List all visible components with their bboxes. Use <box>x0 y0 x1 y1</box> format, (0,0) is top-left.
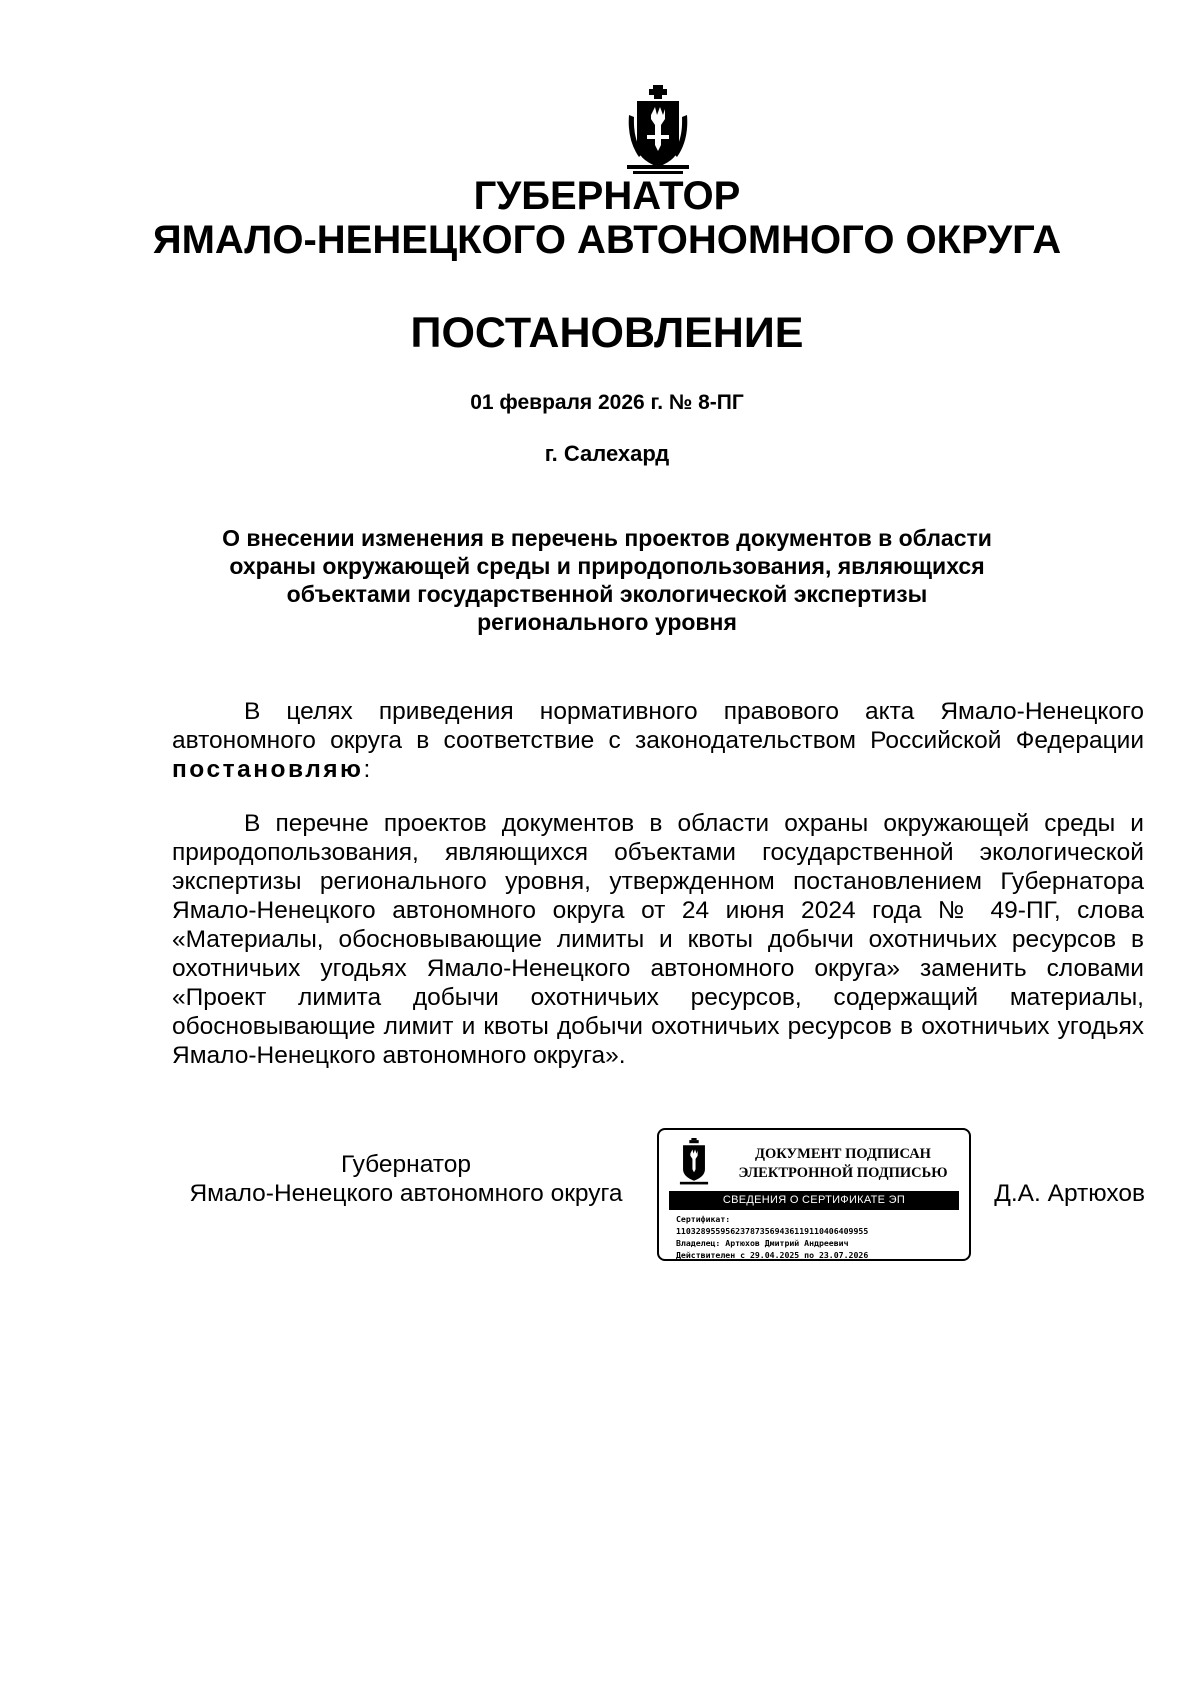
stamp-coat-of-arms-icon <box>676 1138 712 1186</box>
signatory-title-line2: Ямало-Ненецкого автономного округа <box>189 1180 623 1207</box>
body-paragraph-2 <box>172 809 1144 1070</box>
certificate-details <box>676 1213 961 1261</box>
coat-of-arms-icon <box>627 85 689 177</box>
certificate-number: 110328955956237873569436119110406409955 <box>676 1226 869 1236</box>
stamp-heading-line1: ДОКУМЕНТ ПОДПИСАН <box>755 1146 931 1162</box>
resolution-keyword: постановляю <box>172 756 364 783</box>
document-type: ПОСТАНОВЛЕНИЕ <box>410 309 804 357</box>
body-paragraph-1-text: В целях приведения нормативного правового акта Ямало-Ненецкого автономного округа в соответствие с законодательством Российской Федерации <box>172 698 1144 754</box>
signatory-title <box>172 1150 640 1208</box>
date-and-number: 01 февраля 2026 г. № 8-ПГ <box>470 391 744 414</box>
certificate-validity: Действителен с 29.04.2025 по 23.07.2026 <box>676 1250 869 1260</box>
certificate-label: Сертификат: <box>676 1214 731 1224</box>
stamp-heading-line2: ЭЛЕКТРОННОЙ ПОДПИСЬЮ <box>738 1165 948 1181</box>
electronic-signature-stamp <box>657 1128 971 1261</box>
body-paragraph-2-text: В перечне проектов документов в области охраны окружающей среды и природопользования, являющихся объектами государственной экологической экспертизы регионального уровня, утвержденном постановлением Губернатора Ямало-Ненецкого автономного округа от 24 июня 2024 года № 49-ПГ, слова «Материалы, обосновывающие лимиты и квоты добычи охотничьих ресурсов в охотничьих угодьях Ямало-Ненецкого автономного округа» заменить словами «Проект лимита добычи охотничьих ресурсов, содержащий материалы, обосновывающие лимит и квоты добычи охотничьих ресурсов в охотничьих угодьях Ямало-Ненецкого автономного округа». <box>172 810 1144 1069</box>
document-subject: О внесении изменения в перечень проектов документов в области охраны окружающей среды и природопользования, являющихся объектами государственной экологической экспертизы регионального уровня <box>222 525 992 635</box>
certificate-info-bar: СВЕДЕНИЯ О СЕРТИФИКАТЕ ЭП <box>669 1191 959 1210</box>
signatory-title-line1: Губернатор <box>341 1151 471 1178</box>
authority-region: ЯМАЛО-НЕНЕЦКОГО АВТОНОМНОГО ОКРУГА <box>152 218 1062 262</box>
body-paragraph-1-end: : <box>363 756 371 783</box>
certificate-owner: Владелец: Артюхов Дмитрий Андреевич <box>676 1238 849 1248</box>
authority-title: ГУБЕРНАТОР <box>473 174 741 218</box>
body-paragraph-1 <box>172 697 1144 784</box>
signatory-name: Д.А. Артюхов <box>994 1180 1145 1207</box>
place: г. Салехард <box>544 441 670 466</box>
